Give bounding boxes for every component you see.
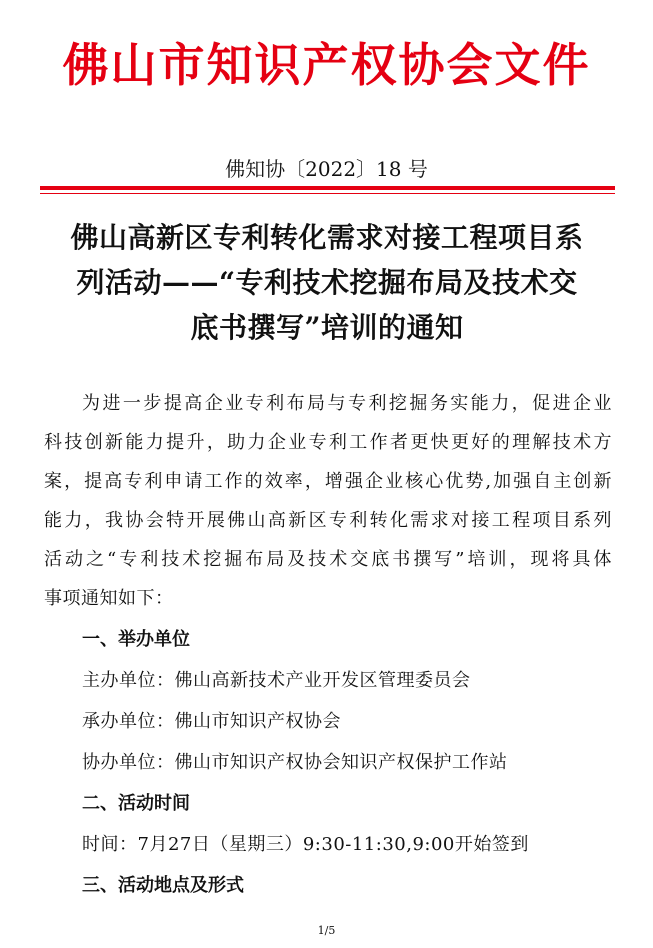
paragraph-line: 能力，我协会特开展佛山高新区专利转化需求对接工程项目系列 (44, 510, 612, 531)
organizer-unit: 承办单位：佛山市知识产权协会 (82, 711, 341, 732)
host-unit: 主办单位：佛山高新技术产业开发区管理委员会 (82, 670, 471, 691)
notice-title (38, 215, 616, 350)
paragraph-line: 活动之“专利技术挖掘布局及技术交底书撰写”培训，现将具体 (44, 549, 612, 570)
red-divider-thick (40, 186, 615, 190)
title-line: 列活动——“专利技术挖掘布局及技术交 (76, 266, 578, 299)
notice-body (44, 384, 612, 905)
title-line: 佛山高新区专利转化需求对接工程项目系 (70, 221, 584, 254)
issuer-masthead: 佛山市知识产权协会文件 (62, 38, 591, 92)
event-time: 时间：7月27日（星期三）9:30-11:30,9:00开始签到 (82, 834, 529, 855)
title-line: 底书撰写”培训的通知 (190, 311, 464, 344)
section-heading-venue: 三、活动地点及形式 (82, 875, 244, 896)
section-heading-time: 二、活动时间 (82, 793, 190, 814)
red-divider-thin (40, 193, 615, 194)
page-number: 1/5 (317, 924, 336, 937)
paragraph-line: 科技创新能力提升，助力企业专利工作者更快更好的理解技术方 (44, 432, 612, 453)
co-organizer-unit: 协办单位：佛山市知识产权协会知识产权保护工作站 (82, 752, 508, 773)
section-heading-organizers: 一、举办单位 (82, 629, 190, 650)
intro-paragraph (44, 384, 612, 618)
paragraph-line: 事项通知如下： (44, 588, 174, 609)
paragraph-line: 为进一步提高企业专利布局与专利挖掘务实能力，促进企业 (82, 393, 612, 414)
paragraph-line: 案，提高专利申请工作的效率，增强企业核心优势,加强自主创新 (44, 471, 612, 492)
document-number: 佛知协〔2022〕18 号 (225, 157, 428, 181)
